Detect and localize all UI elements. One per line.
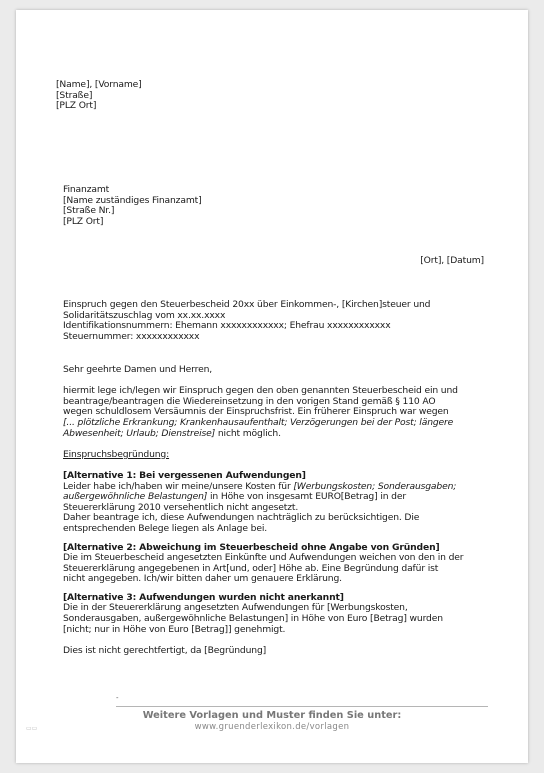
alternative-line: entsprechenden Belege liegen als Anlage bei. bbox=[63, 522, 267, 534]
intro-line: hiermit lege ich/legen wir Einspruch gegen den oben genannten Steuerbescheid ein und bbox=[63, 385, 458, 397]
alternative-line: Die im Steuerbescheid angesetzten Einkünfte und Aufwendungen weichen von den in der bbox=[63, 552, 464, 564]
sender-street: [Straße] bbox=[56, 89, 93, 101]
footer-divider bbox=[116, 706, 488, 707]
page-marker: ▭▭ bbox=[26, 725, 38, 732]
intro-line: Abwesenheit; Urlaub; Dienstreise] bbox=[63, 427, 216, 439]
reason-heading: Einspruchsbegründung: bbox=[63, 448, 170, 460]
alternative-line: nicht angegeben. Ich/wir bitten daher um genauere Erklärung. bbox=[63, 573, 342, 585]
sender-city: [PLZ Ort] bbox=[56, 100, 97, 112]
alternative-line: [Werbungskosten; Sonderausgaben; bbox=[293, 480, 457, 492]
subject-line: Einspruch gegen den Steuerbescheid 20xx über Einkommen-, [Kirchen]steuer und bbox=[63, 299, 431, 310]
fold-mark: - bbox=[116, 694, 119, 702]
alternative-1 bbox=[63, 471, 488, 535]
subject-block bbox=[63, 300, 430, 342]
intro-line: beantrage/beantragen die Wiedereinsetzung in den vorigen Stand gemäß § 110 AO bbox=[63, 395, 436, 407]
footer-link[interactable]: www.gruenderlexikon.de/vorlagen bbox=[194, 722, 350, 732]
alternative-title: [Alternative 3: Aufwendungen wurden nicht anerkannt] bbox=[63, 591, 344, 603]
recipient-line: [PLZ Ort] bbox=[63, 215, 104, 227]
intro-line: wegen schuldlosem Versäumnis der Einspruchsfrist. Ein früherer Einspruch war wegen bbox=[63, 406, 449, 418]
sender-address bbox=[56, 80, 142, 112]
intro-paragraph bbox=[63, 386, 488, 439]
recipient-line: [Straße Nr.] bbox=[63, 205, 115, 217]
alternative-line: Steuererklärung 2010 versehentlich nicht angesetzt. bbox=[63, 501, 299, 513]
alternative-line: außergewöhnliche Belastungen] bbox=[63, 491, 208, 503]
letter-page bbox=[16, 10, 528, 763]
alternative-line: Steuererklärung angegebenen in Art[und, oder] Höhe ab. Eine Begründung dafür ist bbox=[63, 562, 439, 574]
subject-line: Solidaritätszuschlag vom xx.xx.xxxx bbox=[63, 309, 226, 321]
intro-line: nicht möglich. bbox=[215, 427, 281, 439]
place-date: [Ort], [Datum] bbox=[420, 255, 484, 266]
subject-line: Steuernummer: xxxxxxxxxxxx bbox=[63, 330, 200, 342]
footer-note: Weitere Vorlagen und Muster finden Sie unter: bbox=[142, 710, 402, 721]
subject-line: Identifikationsnummern: Ehemann xxxxxxxxxxxx; Ehefrau xxxxxxxxxxxx bbox=[63, 320, 391, 332]
alternative-title: [Alternative 1: Bei vergessenen Aufwendungen] bbox=[63, 469, 306, 481]
salutation: Sehr geehrte Damen und Herren, bbox=[63, 364, 213, 375]
alternative-3 bbox=[63, 593, 488, 635]
alternative-2 bbox=[63, 543, 488, 585]
alternative-line: Daher beantrage ich, diese Aufwendungen nachträglich zu berücksichtigen. Die bbox=[63, 512, 420, 524]
recipient-line: Finanzamt bbox=[63, 184, 110, 195]
alternative-line: Sonderausgaben, außergewöhnliche Belastungen] in Höhe von Euro [Betrag] wurden bbox=[63, 613, 443, 625]
recipient-line: [Name zuständiges Finanzamt] bbox=[63, 194, 202, 206]
alternative-line: [nicht; nur in Höhe von Euro [Betrag]] genehmigt. bbox=[63, 623, 286, 635]
alternative-line: Leider habe ich/haben wir meine/unsere Kosten für bbox=[63, 480, 294, 492]
alternative-line: in Höhe von insgesamt EURO[Betrag] in der bbox=[207, 491, 406, 503]
closing-line: Dies ist nicht gerechtfertigt, da [Begründung] bbox=[63, 644, 267, 656]
alternative-title: [Alternative 2: Abweichung im Steuerbescheid ohne Angabe von Gründen] bbox=[63, 541, 440, 553]
intro-line: [... plötzliche Erkrankung; Krankenhausaufenthalt; Verzögerungen bei der Post; längere bbox=[63, 416, 454, 428]
sender-name: [Name], [Vorname] bbox=[56, 79, 142, 90]
letter-body bbox=[63, 365, 488, 667]
recipient-address bbox=[63, 185, 202, 227]
alternative-line: Die in der Steuererklärung angesetzten Aufwendungen für [Werbungskosten, bbox=[63, 602, 408, 614]
